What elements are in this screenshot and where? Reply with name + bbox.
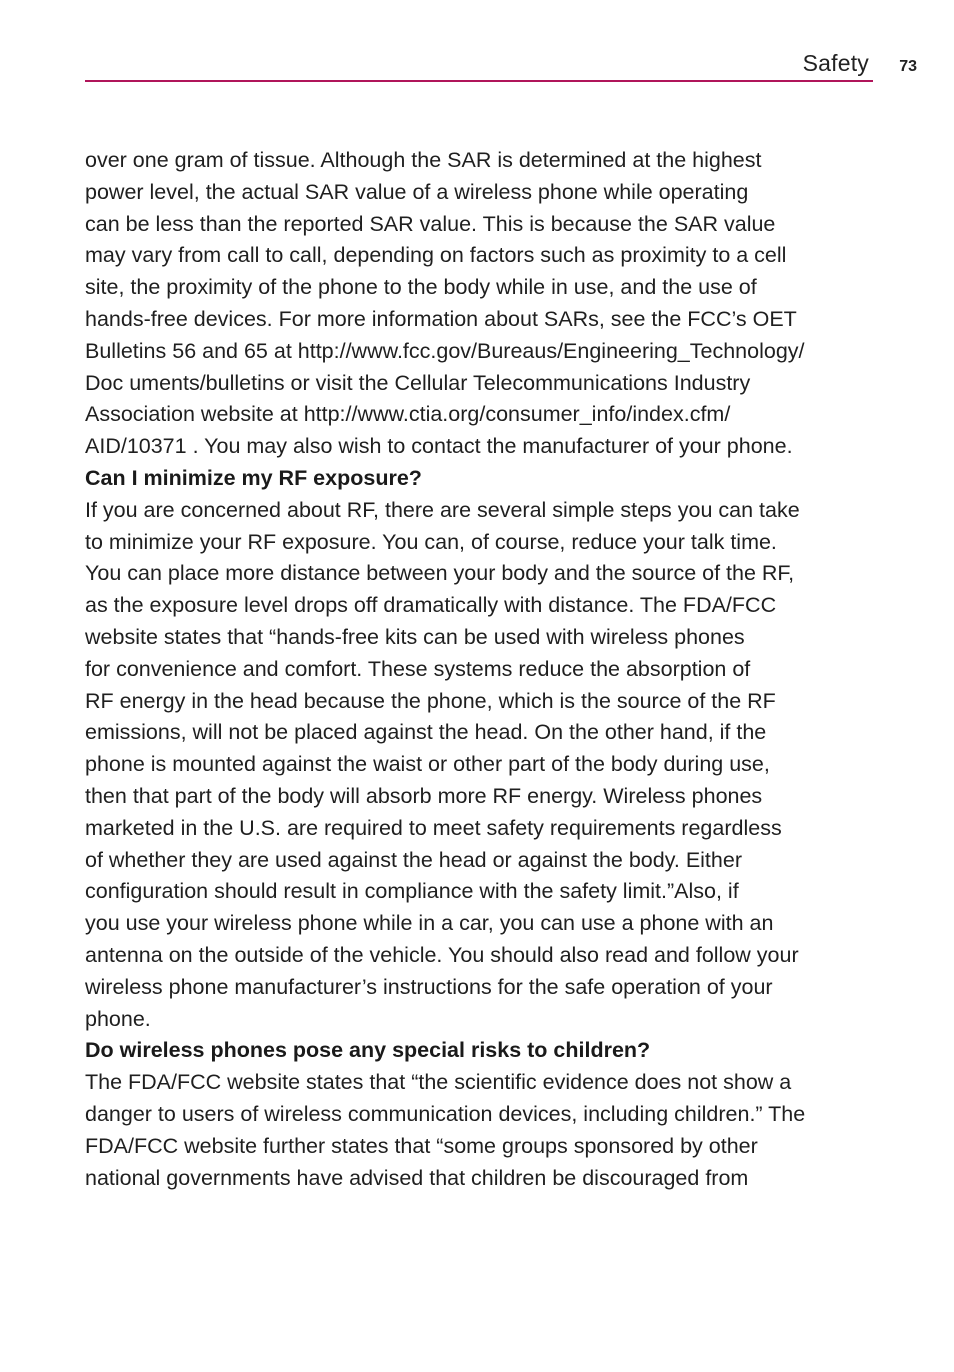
sar-paragraph: over one gram of tissue. Although the SAR is determined at the highest power level, the actual SAR value of a wireless phone while operating can be less than the reported SAR value. This is because the SAR value may vary from call to call, depending on factors such as proximity to a cell site, the proximity of the phone to the body while in use, and the use of hands-free devices. For more information about SARs, see the FCC’s OET Bulletins 56 and 65 at http://www.fcc.gov/Bureaus/Engineering_Technology/ Doc uments/bulletins or visit the Cellular Telecommunications Industry Association website at http://www.ctia.org/consumer_info/index.cfm/ AID/10371 . You may also wish to contact the manufacturer of your phone. (85, 148, 805, 459)
rf-exposure-heading: Can I minimize my RF exposure? (85, 465, 422, 490)
section-title: Safety (802, 50, 869, 76)
children-risk-heading: Do wireless phones pose any special risks to children? (85, 1038, 651, 1063)
page-number: 73 (899, 58, 917, 75)
children-risk-paragraph: The FDA/FCC website states that “the scientific evidence does not show a danger to users of wireless communication devices, including children.” The FDA/FCC website further states that “some groups sponsored by other national governments have advised that children be discouraged from (85, 1070, 806, 1190)
page-content (85, 145, 875, 1194)
header-divider (85, 80, 873, 82)
rf-exposure-paragraph: If you are concerned about RF, there are several simple steps you can take to minimize your RF exposure. You can, of course, reduce your talk time. You can place more distance between your body and the source of the RF, as the exposure level drops off dramatically with distance. The FDA/FCC website states that “hands-free kits can be used with wireless phones for convenience and comfort. These systems reduce the absorption of RF energy in the head because the phone, which is the source of the RF emissions, will not be placed against the head. On the other hand, if the phone is mounted against the waist or other part of the body during use, then that part of the body will absorb more RF energy. Wireless phones marketed in the U.S. are required to meet safety requirements regardless of whether they are used against the head or against the body. Either configuration should result in compliance with the safety limit.”Also, if you use your wireless phone while in a car, you can use a phone with an antenna on the outside of the vehicle. You should also read and follow your wireless phone manufacturer’s instructions for the safe operation of your phone. (85, 497, 800, 1031)
page-header (85, 46, 919, 86)
